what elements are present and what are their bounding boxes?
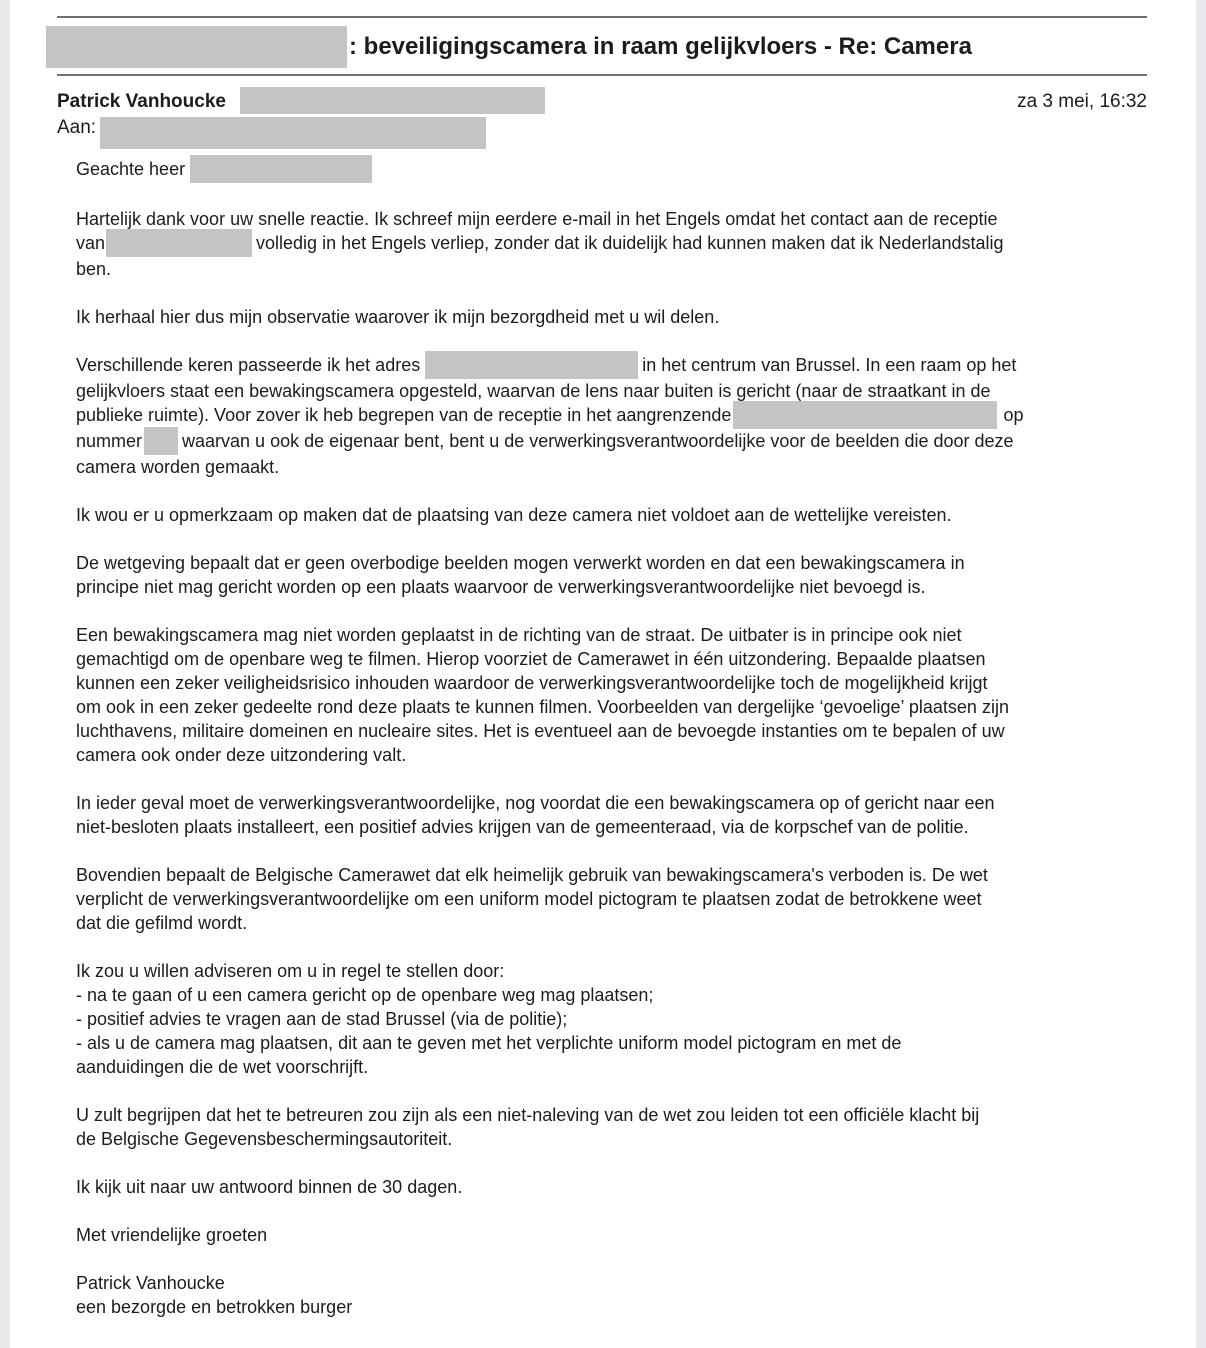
subject-divider: [57, 74, 1147, 76]
paragraph: Ik zou u willen adviseren om u in regel te stellen door: - na te gaan of u een camera gericht op de openbare weg mag plaatsen; - positief advies te vragen aan de stad Brussel (via de politie); - als u de camera mag plaatsen, dit aan te geven met het verplichte uniform model pictogram en met de aanduidingen die de wet voorschrijft.: [76, 961, 902, 1077]
subject-text: : beveiligingscamera in raam gelijkvloers - Re: Camera: [349, 33, 972, 60]
paragraph: Ik wou er u opmerkzaam op maken dat de plaatsing van deze camera niet voldoet aan de wettelijke vereisten.: [76, 505, 952, 525]
paragraph: Hartelijk dank voor uw snelle reactie. Ik schreef mijn eerdere e-mail in het Engels omdat het contact aan de receptie van volledig in het Engels verliep, zonder dat ik duidelijk had kunnen maken dat ik Nederlandstalig ben.: [76, 209, 1004, 279]
redaction-block: [46, 26, 347, 68]
signature-title: een bezorgde en betrokken burger: [76, 1297, 353, 1317]
redaction-block: [190, 155, 372, 183]
recipient-row: [57, 116, 1147, 150]
closing: Met vriendelijke groeten: [76, 1225, 268, 1245]
redaction-block: [144, 427, 178, 455]
redaction-block: [733, 401, 997, 429]
signature: [76, 1271, 1138, 1319]
to-label: Aan:: [57, 117, 97, 138]
paragraph: Verschillende keren passeerde ik het adres in het centrum van Brussel. In een raam op het gelijkvloers staat een bewakingscamera opgesteld, waarvan de lens naar buiten is gericht (naar de straatkant in de publieke ruimte). Voor zover ik heb begrepen van de receptie in het aangrenzende op nummer waarvan u ook de eigenaar bent, bent u de verwerkingsverantwoordelijke voor de beelden die door deze camera worden gemaakt.: [76, 353, 1138, 479]
paragraph: Bovendien bepaalt de Belgische Camerawet dat elk heimelijk gebruik van bewakingscamera's verboden is. De wet verplicht de verwerkingsverantwoordelijke om een uniform model pictogram te plaatsen zodat de betrokkene weet dat die gefilmd wordt.: [76, 865, 988, 933]
email-subject: [46, 26, 972, 68]
paragraph: Ik kijk uit naar uw antwoord binnen de 30 dagen.: [76, 1177, 463, 1197]
paragraph: Een bewakingscamera mag niet worden geplaatst in de richting van de straat. De uitbater is in principe ook niet gemachtigd om de openbare weg te filmen. Hierop voorziet de Camerawet in één uitzondering. Bepaalde plaatsen kunnen een zeker veiligheidsrisico inhouden waardoor de verwerkingsverantwoordelijke toch de mogelijkheid krijgt om ook in een zeker gedeelte rond deze plaats te kunnen filmen. Voorbeelden van dergelijke ‘gevoelige’ plaatsen zijn luchthavens, militaire domeinen en nucleaire sites. Het is eventueel aan de bevoegde instanties om te bepalen of uw camera ook onder deze uitzondering valt.: [76, 625, 1009, 765]
greeting: Geachte heer: [76, 157, 1138, 183]
top-divider: [57, 16, 1147, 18]
sender-name[interactable]: Patrick Vanhoucke: [57, 91, 226, 112]
paragraph: U zult begrijpen dat het te betreuren zou zijn als een niet-naleving van de wet zou leiden tot een officiële klacht bij de Belgische Gegevensbeschermingsautoriteit.: [76, 1105, 980, 1149]
redaction-block: [425, 351, 638, 379]
paragraph: Ik herhaal hier dus mijn observatie waarover ik mijn bezorgdheid met u wil delen.: [76, 307, 720, 327]
redaction-block: [240, 87, 545, 114]
signature-name: Patrick Vanhoucke: [76, 1273, 225, 1293]
redaction-block: [106, 229, 252, 257]
email-date: za 3 mei, 16:32: [1017, 91, 1147, 112]
paragraph: In ieder geval moet de verwerkingsverantwoordelijke, nog voordat die een bewakingscamera op of gericht naar een niet-besloten plaats installeert, een positief advies krijgen van de gemeenteraad, via de korpschef van de politie.: [76, 793, 995, 837]
redaction-block: [100, 117, 486, 149]
email-body: [76, 157, 1138, 1343]
sender-row: [57, 87, 1147, 114]
email-page: [10, 0, 1196, 1348]
paragraph: De wetgeving bepaalt dat er geen overbodige beelden mogen verwerkt worden en dat een bewakingscamera in principe niet mag gericht worden op een plaats waarvoor de verwerkingsverantwoordelijke niet bevoegd is.: [76, 553, 965, 597]
